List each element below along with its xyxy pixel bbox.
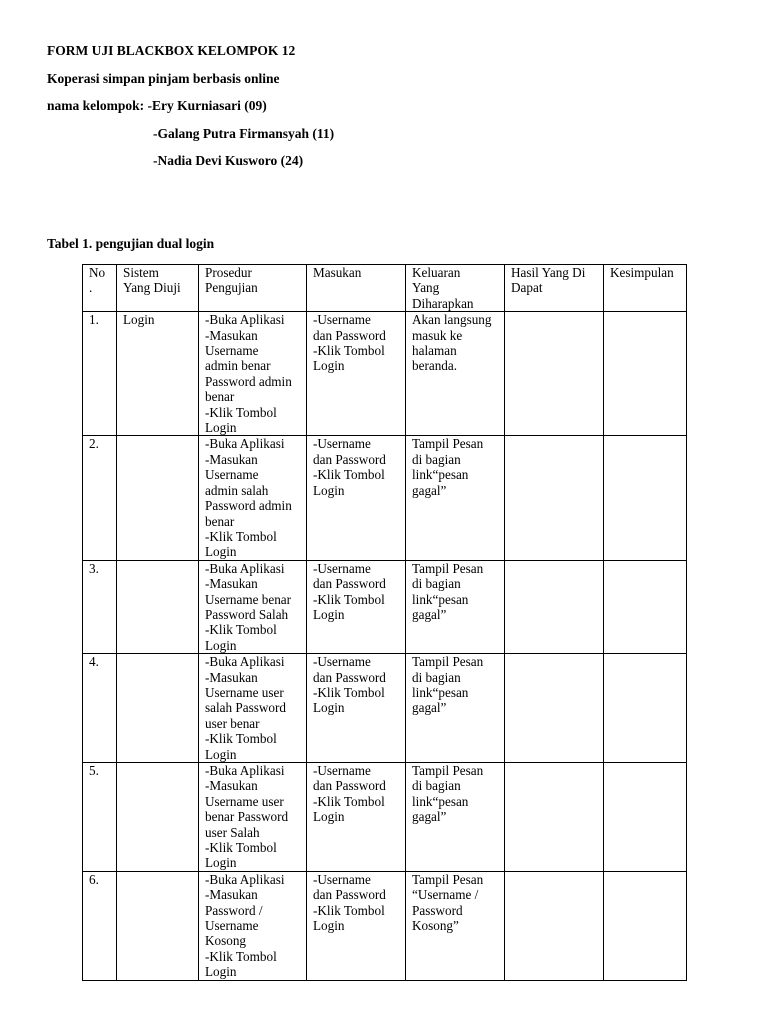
cell-hasil xyxy=(505,763,604,872)
cell-line: -Klik Tombol xyxy=(205,948,277,964)
header-line: Pengujian xyxy=(205,280,258,296)
cell-masukan xyxy=(307,871,406,980)
cell-line: -Klik Tombol xyxy=(205,731,277,747)
cell-masukan xyxy=(307,763,406,872)
cell-prosedur xyxy=(199,654,307,763)
cell-hasil xyxy=(505,312,604,436)
cell-line: salah Password xyxy=(205,700,286,716)
col-header-hasil xyxy=(505,265,604,312)
cell-line: Tampil Pesan xyxy=(412,560,484,576)
cell-prosedur xyxy=(199,763,307,872)
cell-no xyxy=(83,312,117,436)
cell-line: beranda. xyxy=(412,358,458,374)
cell-kesimpulan xyxy=(604,436,687,560)
cell-line: -Masukan xyxy=(205,576,258,592)
table-body xyxy=(83,312,687,980)
cell-line: Login xyxy=(205,637,237,653)
cell-kesimpulan xyxy=(604,871,687,980)
cell-sistem xyxy=(117,436,199,560)
cell-line: link“pesan xyxy=(412,684,469,700)
cell-line: Login xyxy=(205,544,237,560)
cell-line: Login xyxy=(313,809,345,825)
cell-sistem xyxy=(117,871,199,980)
cell-text: 6. xyxy=(89,871,99,887)
cell-line: admin salah xyxy=(205,482,269,498)
cell-line: halaman xyxy=(412,343,457,359)
cell-line: -Masukan xyxy=(205,327,258,343)
cell-keluaran xyxy=(406,436,505,560)
table-caption: Tabel 1. pengujian dual login xyxy=(47,236,215,251)
cell-line: -Username xyxy=(313,560,371,576)
cell-text: Login xyxy=(123,312,155,328)
cell-hasil xyxy=(505,436,604,560)
cell-line: benar xyxy=(205,513,235,529)
header-line: Prosedur xyxy=(205,265,252,280)
header-line: Yang Diuji xyxy=(123,280,181,296)
col-header-keluaran xyxy=(406,265,505,312)
cell-no xyxy=(83,654,117,763)
cell-line: -Buka Aplikasi xyxy=(205,654,285,670)
col-header-masukan xyxy=(307,265,406,312)
cell-line: -Buka Aplikasi xyxy=(205,763,285,778)
cell-line: Password admin xyxy=(205,498,292,514)
cell-line: Login xyxy=(205,964,237,980)
cell-hasil xyxy=(505,871,604,980)
cell-prosedur xyxy=(199,560,307,653)
cell-line: -Klik Tombol xyxy=(313,793,385,809)
cell-keluaran xyxy=(406,560,505,653)
cell-line: “Username / xyxy=(412,887,479,903)
cell-line: Login xyxy=(313,482,345,498)
cell-kesimpulan xyxy=(604,560,687,653)
cell-line: -Buka Aplikasi xyxy=(205,560,285,576)
cell-text: 2. xyxy=(89,436,99,452)
header-line: Dapat xyxy=(511,280,543,296)
cell-line: -Klik Tombol xyxy=(205,528,277,544)
cell-line: -Username xyxy=(313,654,371,670)
cell-line: Password xyxy=(412,902,463,918)
cell-line: Login xyxy=(205,420,237,436)
cell-no xyxy=(83,436,117,560)
cell-line: Login xyxy=(313,358,345,374)
header-line: Yang xyxy=(412,280,440,296)
cell-line: -Klik Tombol xyxy=(313,902,385,918)
header-line: Hasil Yang Di xyxy=(511,265,586,280)
cell-line: dan Password xyxy=(313,669,386,685)
cell-line: -Buka Aplikasi xyxy=(205,312,285,328)
cell-line: dan Password xyxy=(313,327,386,343)
cell-line: gagal” xyxy=(412,700,447,716)
project-subtitle: Koperasi simpan pinjam berbasis online xyxy=(47,71,280,86)
cell-masukan xyxy=(307,436,406,560)
cell-line: -Username xyxy=(313,436,371,452)
cell-line: masuk ke xyxy=(412,327,463,343)
header-line: Keluaran xyxy=(412,265,461,280)
cell-no xyxy=(83,560,117,653)
cell-line: dan Password xyxy=(313,887,386,903)
group-member-1: nama kelompok: -Ery Kurniasari (09) xyxy=(47,98,267,113)
cell-line: Password Salah xyxy=(205,606,289,622)
cell-hasil xyxy=(505,654,604,763)
cell-text: 3. xyxy=(89,560,99,576)
col-header-sistem xyxy=(117,265,199,312)
col-header-prosedur xyxy=(199,265,307,312)
cell-line: dan Password xyxy=(313,778,386,794)
cell-masukan xyxy=(307,654,406,763)
cell-sistem xyxy=(117,763,199,872)
cell-line: benar xyxy=(205,389,235,405)
cell-keluaran xyxy=(406,654,505,763)
cell-masukan xyxy=(307,560,406,653)
cell-line: benar Password xyxy=(205,809,289,825)
header-line: No xyxy=(89,265,106,280)
cell-sistem xyxy=(117,560,199,653)
header-line: Masukan xyxy=(313,265,362,280)
cell-sistem xyxy=(117,312,199,436)
cell-line: admin benar xyxy=(205,358,271,374)
cell-line: Kosong” xyxy=(412,918,459,934)
cell-kesimpulan xyxy=(604,763,687,872)
table-row xyxy=(83,560,687,653)
cell-line: di bagian xyxy=(412,669,461,685)
cell-line: -Klik Tombol xyxy=(313,684,385,700)
cell-line: Kosong xyxy=(205,933,247,949)
cell-line: -Klik Tombol xyxy=(205,404,277,420)
cell-kesimpulan xyxy=(604,312,687,436)
cell-no xyxy=(83,871,117,980)
cell-kesimpulan xyxy=(604,654,687,763)
header-line: . xyxy=(89,280,93,296)
cell-keluaran xyxy=(406,763,505,872)
cell-line: -Buka Aplikasi xyxy=(205,436,285,452)
header-line: Kesimpulan xyxy=(610,265,674,280)
cell-line: di bagian xyxy=(412,778,461,794)
cell-line: Password / xyxy=(205,902,263,918)
cell-line: Akan langsung xyxy=(412,312,492,328)
cell-line: Login xyxy=(313,606,345,622)
cell-line: -Username xyxy=(313,312,371,328)
table-row xyxy=(83,763,687,872)
cell-line: Username xyxy=(205,918,259,934)
table-header-row xyxy=(83,265,687,312)
cell-line: Username user xyxy=(205,793,284,809)
cell-line: -Masukan xyxy=(205,451,258,467)
group-member-2: -Galang Putra Firmansyah (11) xyxy=(153,126,335,141)
cell-line: gagal” xyxy=(412,606,447,622)
cell-line: gagal” xyxy=(412,482,447,498)
cell-line: gagal” xyxy=(412,809,447,825)
cell-hasil xyxy=(505,560,604,653)
cell-line: -Masukan xyxy=(205,887,258,903)
cell-text: 4. xyxy=(89,654,99,670)
cell-line: -Username xyxy=(313,763,371,778)
cell-line: Username xyxy=(205,467,259,483)
cell-line: Login xyxy=(313,918,345,934)
cell-prosedur xyxy=(199,312,307,436)
cell-line: -Klik Tombol xyxy=(205,840,277,856)
cell-line: -Klik Tombol xyxy=(313,467,385,483)
cell-line: Login xyxy=(205,855,237,871)
cell-line: Tampil Pesan xyxy=(412,654,484,670)
form-title: FORM UJI BLACKBOX KELOMPOK 12 xyxy=(47,43,296,58)
cell-line: di bagian xyxy=(412,451,461,467)
cell-text: 1. xyxy=(89,312,99,328)
cell-line: link“pesan xyxy=(412,793,469,809)
cell-line: user benar xyxy=(205,715,260,731)
group-member-3: -Nadia Devi Kusworo (24) xyxy=(153,153,304,168)
cell-line: -Username xyxy=(313,871,371,887)
cell-keluaran xyxy=(406,871,505,980)
header-line: Diharapkan xyxy=(412,295,474,311)
cell-line: user Salah xyxy=(205,824,260,840)
cell-keluaran xyxy=(406,312,505,436)
cell-line: link“pesan xyxy=(412,591,469,607)
cell-text: 5. xyxy=(89,763,99,778)
header-line: Sistem xyxy=(123,265,159,280)
cell-line: Username xyxy=(205,343,259,359)
cell-line: Username benar xyxy=(205,591,292,607)
cell-prosedur xyxy=(199,436,307,560)
cell-line: -Klik Tombol xyxy=(313,343,385,359)
cell-line: Login xyxy=(205,746,237,762)
cell-line: di bagian xyxy=(412,576,461,592)
cell-line: -Klik Tombol xyxy=(313,591,385,607)
table-row xyxy=(83,654,687,763)
cell-line: dan Password xyxy=(313,451,386,467)
table-row xyxy=(83,312,687,436)
cell-masukan xyxy=(307,312,406,436)
cell-line: -Buka Aplikasi xyxy=(205,871,285,887)
col-header-no xyxy=(83,265,117,312)
cell-line: link“pesan xyxy=(412,467,469,483)
cell-line: Tampil Pesan xyxy=(412,436,484,452)
cell-line: Tampil Pesan xyxy=(412,763,484,778)
cell-line: Username user xyxy=(205,684,284,700)
cell-prosedur xyxy=(199,871,307,980)
cell-line: Password admin xyxy=(205,373,292,389)
cell-sistem xyxy=(117,654,199,763)
cell-line: -Masukan xyxy=(205,778,258,794)
cell-line: -Klik Tombol xyxy=(205,622,277,638)
cell-line: -Masukan xyxy=(205,669,258,685)
cell-line: Tampil Pesan xyxy=(412,871,484,887)
cell-line: dan Password xyxy=(313,576,386,592)
login-test-table xyxy=(82,264,687,981)
cell-no xyxy=(83,763,117,872)
cell-line: Login xyxy=(313,700,345,716)
col-header-kesimpulan xyxy=(604,265,687,312)
table-row xyxy=(83,871,687,980)
table-row xyxy=(83,436,687,560)
